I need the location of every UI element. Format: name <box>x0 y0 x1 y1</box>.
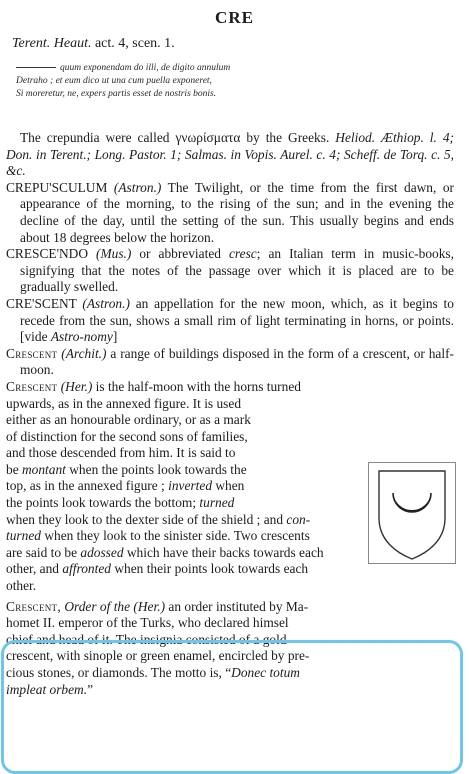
heraldic-shield-figure <box>368 462 456 564</box>
citation-location: act. 4, scen. 1. <box>94 36 175 51</box>
subject-label: (Mus.) <box>96 246 132 262</box>
entry-crescent-astron: CRE'SCENT (Astron.) an appellation for the new moon, which, as it begins to recede from the sun, shows a small rim of light terminating in horns, or points. [vide Astro-nomy] <box>6 295 454 345</box>
entry-crescendo: CRESCE'NDO (Mus.) or abbreviated cresc; an Italian term in music-books, signifying that the notes of the passage over which it is placed are to be gradually swelled. <box>6 246 454 295</box>
entry-crescent-archit: Crescent (Archit.) a range of buildings disposed in the form of a crescent, or half-moon. <box>6 345 455 378</box>
subject-label: (Astron.) <box>113 179 162 195</box>
subject-label: (Archit.) <box>61 345 107 361</box>
verse-line-1: quum exponendam do illi, de digito annulum <box>16 62 230 75</box>
crescent-shield-icon <box>369 463 455 563</box>
citation-author: Terent. Heaut. <box>12 36 92 51</box>
verse-line-3: Si moreretur, ne, expers partis esset de nostris bonis. <box>16 89 217 99</box>
entry-crepundia: The crepundia were called γνωρίσματα by the Greeks. Heliod. Æthiop. l. 4; Don. in Terent.; Long. Pastor. 1; Salmas. in Vopis. Aurel. c. 4; Scheff. de Torq. c. 5, &c. <box>6 130 454 179</box>
headword: CREPU'SCULUM <box>6 179 108 195</box>
entry-crepusculum: CREPU'SCULUM (Astron.) The Twilight, or the time from the first dawn, or appearance of the morning, to the rising of the sun; and in the evening the decline of the day, until the setting of the sun. This usually begins and ends about 18 degrees below the horizon. <box>6 179 454 245</box>
subject-label: (Her.) <box>60 378 93 394</box>
citation <box>12 36 175 52</box>
dictionary-body <box>6 130 454 698</box>
headword: CRESCE'NDO <box>6 246 89 262</box>
subject-label: (Her.) <box>133 598 166 614</box>
verse-dash <box>16 67 56 68</box>
headword: Crescent, <box>6 598 61 614</box>
subject-label: (Astron.) <box>82 295 130 311</box>
entry-crescent-her: Crescent (Her.) is the half-moon with the horns turned upwards, as in the annexed figure. It is used either as an honourable ordinary, or as a mark of distinction for the second sons of families, and those descended from him. It is said to be montant when the points look towards the top, as in the annexed figure ; inverted when the points look towards the bottom; turned when they look to the dexter side of the shield ; and con- turned when they look to the sinister side. Two crescents are said to be adossed which have their backs towards each other, and affronted when their points look towards each other. <box>6 378 324 594</box>
headword: Crescent <box>6 378 58 394</box>
latin-verse <box>16 62 230 101</box>
entry-crescent-order: Crescent, Order of the (Her.) an order instituted by Ma- homet II. emperor of the Turks, who declared himsel chief and head of it. The insignia consisted of a gold crescent, with sinople or green enamel, encircled by pre- cious stones, or diamonds. The motto is, “Donec totum impleat orbem.” <box>6 598 310 697</box>
headword: Crescent <box>6 345 58 361</box>
highlight-box <box>1 640 463 774</box>
headword: CRE'SCENT <box>6 295 77 311</box>
page-header: CRE <box>215 8 254 27</box>
verse-line-2: Detraho ; et eum dico ut una cum puella exponeret, <box>16 76 212 86</box>
